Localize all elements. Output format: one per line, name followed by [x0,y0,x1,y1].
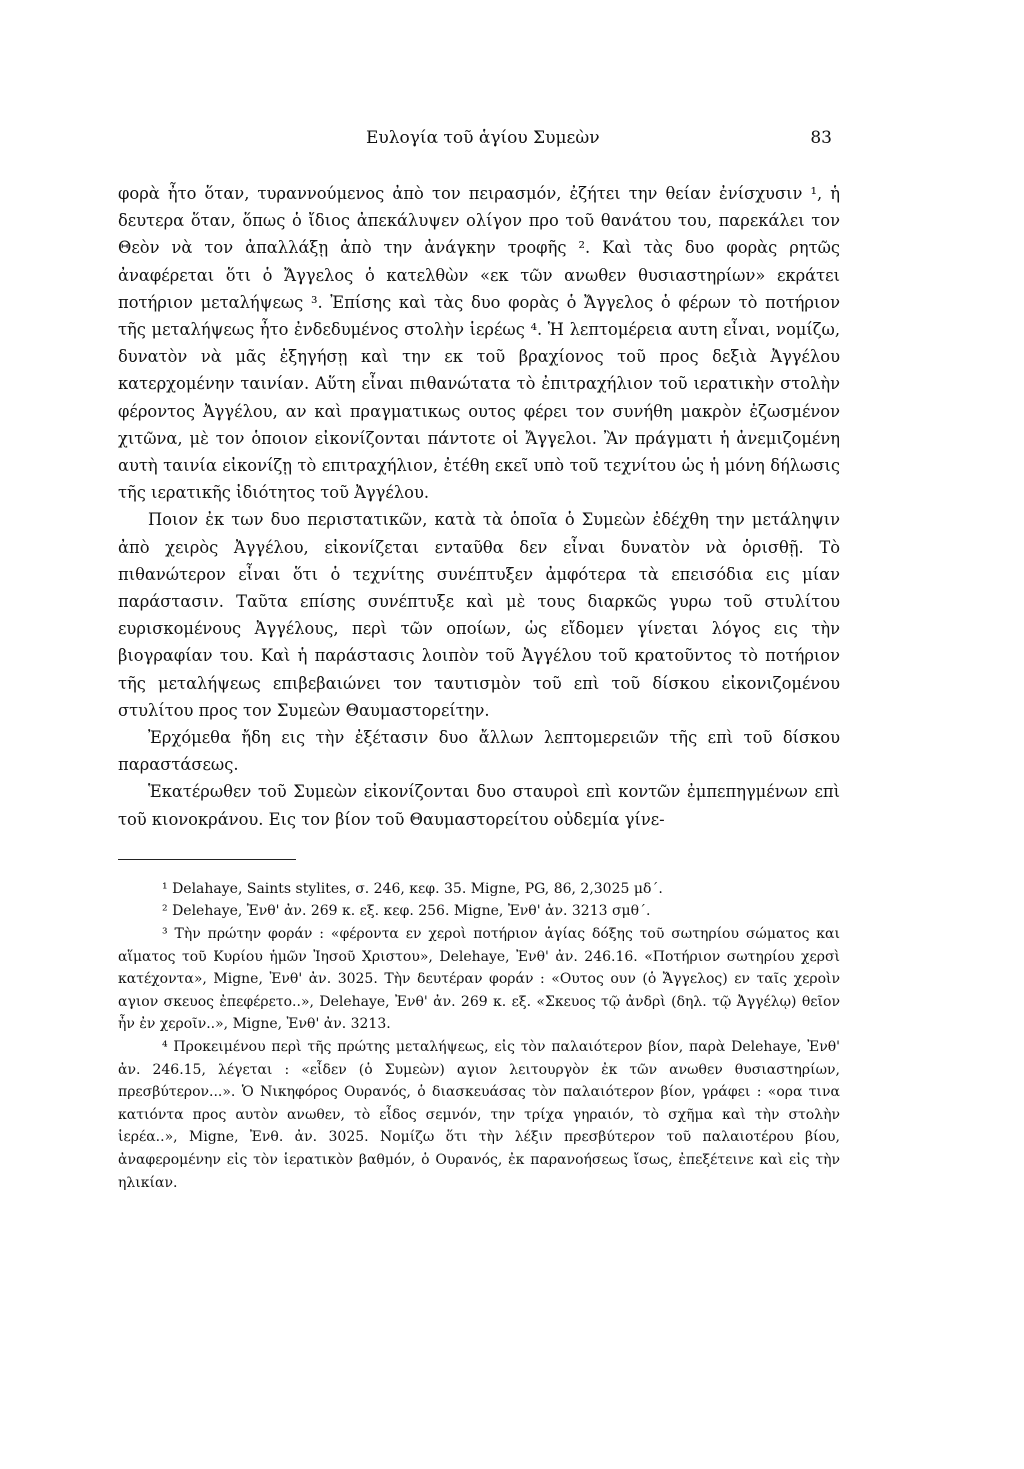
paragraph: Ἐρχόμεθα ἤδη εις τὴν ἐξέτασιν δυο ἄλλων λεπτομερειῶν τῆς επὶ τοῦ δίσκου παραστάσεως. [118,728,840,775]
footnote: ² Delehaye, Ἐνθ' ἀν. 269 κ. εξ. κεφ. 256. Migne, Ἐνθ' ἀν. 3213 σμθ΄. [162,903,651,920]
page-number: 83 [810,128,832,148]
paragraph: φορὰ ἦτο ὅταν, τυραννούμενος ἀπὸ τον πειρασμόν, ἐζήτει την θείαν ἐνίσχυσιν ¹, ἡ δευτερα ὅταν, ὅπως ὁ ἴδιος ἀπεκάλυψεν ολίγον προ τοῦ θανάτου του, παρεκάλει τον Θεὸν νὰ τον ἀπαλλάξῃ ἀπὸ την ἀνάγκην τροφῆς ². Καὶ τὰς δυο φορὰς ρητῶς ἀναφέρεται ὅτι ὁ Ἄγγελος ὁ κατελθὼν «εκ τῶν ανωθεν θυσιαστηρίων» εκράτει ποτήριον μεταλήψεως ³. Ἐπίσης καὶ τὰς δυο φορὰς ὁ Ἄγγελος ὁ φέρων τὸ ποτήριον τῆς μεταλήψεως ἦτο ἐνδεδυμένος στολὴν ἱερέως ⁴. Ἡ λεπτομέρεια αυτη εἶναι, νομίζω, δυνατὸν νὰ μᾶς ἐξηγήσῃ καὶ την εκ τοῦ βραχίονος τοῦ προς δεξιὰ Ἀγγέλου κατερχομένην ταινίαν. Αὕτη εἶναι πιθανώτατα τὸ ἐπιτραχήλιον τοῦ ιερατικὴν στολὴν φέροντος Ἀγγέλου, αν καὶ πραγματικως ουτος φέρει τον συνήθη μακρὸν ἐζωσμένον χιτῶνα, μὲ τον ὁποιον εἰκονίζονται πάντοτε οἱ Ἄγγελοι. Ἂν πράγματι ἡ ἀνεμιζομένη αυτὴ ταινία εἰκονίζῃ τὸ επιτραχήλιον, ἐτέθη εκεῖ υπὸ τοῦ τεχνίτου ὡς ἡ μόνη δήλωσις τῆς ιερατικῆς ἰδιότητος τοῦ Ἀγγέλου. [118,184,840,503]
running-header [118,128,840,168]
paragraph: Ποιον ἐκ των δυο περιστατικῶν, κατὰ τὰ ὁποῖα ὁ Συμεὼν ἐδέχθη την μετάληψιν ἀπὸ χειρὸς Ἀγγέλου, εἰκονίζεται ενταῦθα δεν εἶναι δυνατὸν νὰ ὁρισθῇ. Τὸ πιθανώτερον εἶναι ὅτι ὁ τεχνίτης συνέπτυξεν ἀμφότερα τὰ επεισόδια εις μίαν παράστασιν. Ταῦτα επίσης συνέπτυξε καὶ μὲ τους διαρκῶς γυρω τοῦ στυλίτου ευρισκομένους Ἀγγέλους, περὶ τῶν οποίων, ὡς εἴδομεν γίνεται λόγος εις τὴν βιογραφίαν του. Καὶ ἡ παράστασις λοιπὸν τοῦ Ἀγγέλου τοῦ κρατοῦντος τὸ ποτήριον τῆς μεταλήψεως επιβεβαιώνει τον ταυτισμὸν τοῦ επὶ τοῦ δίσκου εἰκονιζομένου στυλίτου προς τον Συμεὼν Θαυμαστορείτην. [118,510,840,720]
footnote: ³ Τὴν πρώτην φοράν : «φέροντα εν χεροὶ ποτήριον ἁγίας δόξης τοῦ σωτηρίου σώματος και αἵματος τοῦ Κυρίου ἡμῶν Ἰησοῦ Χριστου», Delehaye, Ἐνθ' ἀν. 246.16. «Ποτήριον σωτηρίου χερσὶ κατέχοντα», Migne, Ἐνθ' ἀν. 3025. Τὴν δευτέραν φοράν : «Ουτος ουν (ὁ Ἄγγελος) εν ταῖς χεροὶν αγιον σκευος ἐπεφέρετο..», Delehaye, Ἐνθ' ἀν. 269 κ. εξ. «Σκευος τῷ ἀνδρὶ (δηλ. τῷ Ἀγγέλῳ) θεῖον ἦν ἐν χεροῖν..», Migne, Ἐνθ' ἀν. 3213. [118,926,840,1033]
footnote: ¹ Delahaye, Saints stylites, σ. 246, κεφ. 35. Migne, PG, 86, 2,3025 μδ΄. [162,880,663,897]
main-text [118,180,840,833]
footnote-separator [118,859,296,860]
paragraph: Ἑκατέρωθεν τοῦ Συμεὼν εἰκονίζονται δυο σταυροὶ επὶ κοντῶν ἐμπεπηγμένων επὶ τοῦ κιονοκράνου. Εις τον βίον τοῦ Θαυμαστορείτου οὐδεμία γίνε- [118,782,840,829]
running-title: Ευλογία τοῦ ἁγίου Συμεὼν [366,128,600,148]
book-page [118,128,840,1194]
footnote: ⁴ Προκειμένου περὶ τῆς πρώτης μεταλήψεως, εἰς τὸν παλαιότερον βίον, παρὰ Delehaye, Ἐνθ' ἀν. 246.15, λέγεται : «εἶδεν (ὁ Συμεὼν) αγιον λειτουργὸν ἐκ τῶν ανωθεν θυσιαστηρίων, πρεσβύτερον...». Ὁ Νικηφόρος Ουρανός, ὁ διασκευάσας τὸν παλαιότερον βίον, γράφει : «ορα τινα κατιόντα προς αυτὸν ανωθεν, τὸ εἶδος σεμνόν, την τρίχα γηραιόν, τὸ σχῆμα καὶ τὴν στολὴν ἱερέα..», Migne, Ἐνθ. ἀν. 3025. Νομίζω ὅτι τὴν λέξιν πρεσβύτερον τοῦ παλαιοτέρου βίου, ἀναφερομένην εἰς τὸν ἱερατικὸν βαθμόν, ὁ Ουρανός, ἐκ παρανοήσεως ἴσως, ἐπεξέτεινε καὶ εἰς τὴν ηλικίαν. [118,1039,840,1191]
footnotes [118,878,840,1194]
